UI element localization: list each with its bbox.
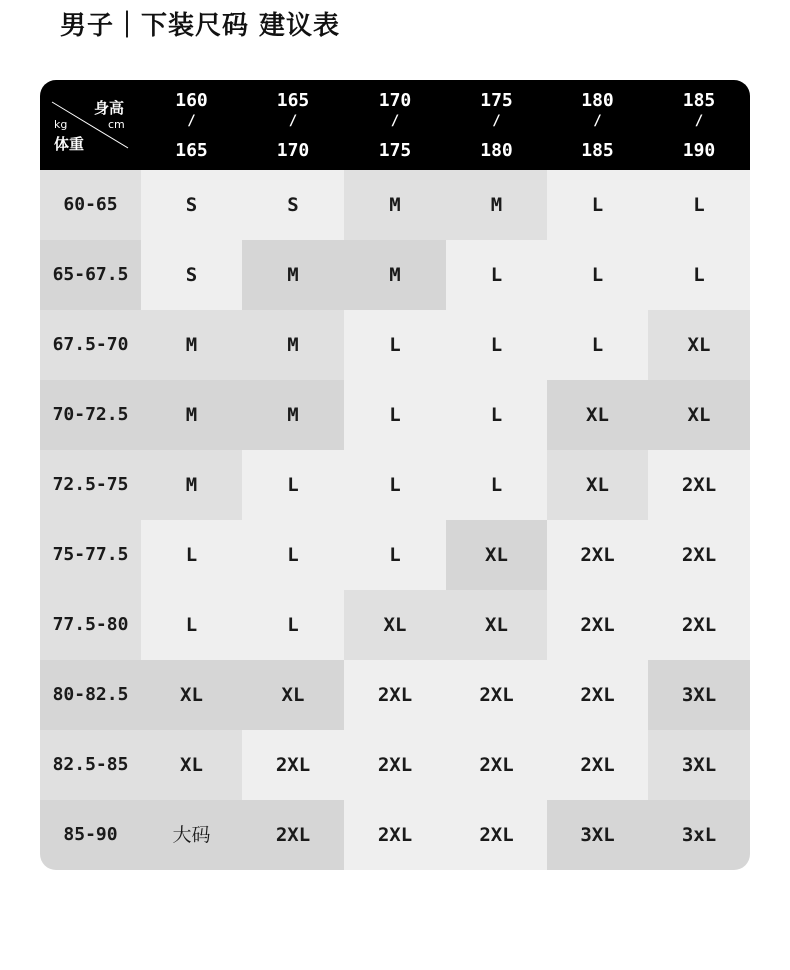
size-cell: M bbox=[141, 380, 242, 450]
size-cell: 2XL bbox=[446, 730, 547, 800]
height-separator: / bbox=[694, 113, 704, 129]
size-cell: 2XL bbox=[242, 800, 344, 870]
size-cell: 2XL bbox=[648, 520, 750, 590]
height-from: 170 bbox=[378, 90, 412, 111]
height-unit: cm bbox=[108, 118, 125, 131]
table-row bbox=[40, 660, 750, 730]
size-cell: M bbox=[446, 170, 547, 240]
weight-cell: 67.5-70 bbox=[40, 310, 141, 380]
size-cell: L bbox=[344, 380, 446, 450]
weight-cell: 72.5-75 bbox=[40, 450, 141, 520]
table-row bbox=[40, 380, 750, 450]
size-cell: 大码 bbox=[141, 800, 242, 870]
size-cell: M bbox=[141, 450, 242, 520]
size-cell: L bbox=[446, 380, 547, 450]
height-separator: / bbox=[492, 113, 501, 129]
size-cell: XL bbox=[648, 310, 750, 380]
weight-cell: 65-67.5 bbox=[40, 240, 141, 310]
height-column-header bbox=[344, 80, 446, 170]
size-cell: XL bbox=[141, 730, 242, 800]
size-cell: XL bbox=[344, 590, 446, 660]
height-to: 175 bbox=[378, 140, 412, 161]
height-from: 175 bbox=[480, 90, 513, 111]
size-cell: 3xL bbox=[648, 800, 750, 870]
height-from: 180 bbox=[581, 90, 614, 111]
table-row bbox=[40, 800, 750, 870]
size-cell: XL bbox=[446, 520, 547, 590]
height-to: 165 bbox=[175, 140, 208, 161]
weight-cell: 77.5-80 bbox=[40, 590, 141, 660]
weight-cell: 80-82.5 bbox=[40, 660, 141, 730]
weight-cell: 75-77.5 bbox=[40, 520, 141, 590]
size-cell: 2XL bbox=[547, 520, 648, 590]
size-cell: 2XL bbox=[547, 590, 648, 660]
size-cell: L bbox=[547, 170, 648, 240]
size-cell: L bbox=[242, 520, 344, 590]
size-cell: 2XL bbox=[446, 660, 547, 730]
table-row bbox=[40, 310, 750, 380]
size-cell: L bbox=[648, 240, 750, 310]
size-cell: 3XL bbox=[648, 730, 750, 800]
size-cell: 2XL bbox=[344, 660, 446, 730]
size-cell: 3XL bbox=[648, 660, 750, 730]
weight-cell: 60-65 bbox=[40, 170, 141, 240]
size-cell: XL bbox=[547, 450, 648, 520]
table-body bbox=[40, 170, 750, 870]
size-cell: L bbox=[344, 520, 446, 590]
size-cell: XL bbox=[446, 590, 547, 660]
height-separator: / bbox=[288, 113, 298, 129]
size-cell: L bbox=[648, 170, 750, 240]
height-label: 身高 bbox=[94, 99, 125, 117]
size-cell: M bbox=[242, 380, 344, 450]
size-cell: 2XL bbox=[547, 660, 648, 730]
size-cell: M bbox=[344, 170, 446, 240]
height-separator: / bbox=[390, 113, 400, 129]
size-cell: M bbox=[242, 240, 344, 310]
height-from: 160 bbox=[175, 90, 208, 111]
header-corner bbox=[40, 80, 141, 170]
weight-label: 体重 bbox=[54, 135, 85, 153]
size-cell: 3XL bbox=[547, 800, 648, 870]
size-cell: L bbox=[446, 240, 547, 310]
height-column-header bbox=[547, 80, 648, 170]
table-row bbox=[40, 590, 750, 660]
size-cell: 2XL bbox=[547, 730, 648, 800]
table-row bbox=[40, 240, 750, 310]
size-cell: M bbox=[344, 240, 446, 310]
table-row bbox=[40, 450, 750, 520]
height-from: 165 bbox=[276, 90, 310, 111]
size-cell: M bbox=[242, 310, 344, 380]
size-cell: XL bbox=[648, 380, 750, 450]
size-cell: 2XL bbox=[344, 800, 446, 870]
size-chart-table bbox=[40, 80, 750, 870]
size-cell: 2XL bbox=[648, 590, 750, 660]
size-cell: S bbox=[141, 240, 242, 310]
size-cell: 2XL bbox=[648, 450, 750, 520]
size-cell: XL bbox=[242, 660, 344, 730]
weight-cell: 70-72.5 bbox=[40, 380, 141, 450]
size-cell: L bbox=[446, 450, 547, 520]
table-header bbox=[40, 80, 750, 170]
size-cell: XL bbox=[141, 660, 242, 730]
size-cell: L bbox=[344, 450, 446, 520]
size-cell: 2XL bbox=[344, 730, 446, 800]
size-cell: L bbox=[547, 240, 648, 310]
height-to: 190 bbox=[682, 140, 716, 161]
height-column-header bbox=[141, 80, 242, 170]
size-cell: L bbox=[446, 310, 547, 380]
height-to: 180 bbox=[480, 140, 513, 161]
size-cell: L bbox=[344, 310, 446, 380]
table-row bbox=[40, 520, 750, 590]
height-to: 170 bbox=[276, 140, 310, 161]
weight-cell: 85-90 bbox=[40, 800, 141, 870]
table-row bbox=[40, 730, 750, 800]
size-cell: L bbox=[547, 310, 648, 380]
height-column-header bbox=[446, 80, 547, 170]
weight-cell: 82.5-85 bbox=[40, 730, 141, 800]
height-column-header bbox=[648, 80, 750, 170]
size-cell: S bbox=[141, 170, 242, 240]
size-cell: 2XL bbox=[446, 800, 547, 870]
size-cell: L bbox=[141, 590, 242, 660]
size-cell: S bbox=[242, 170, 344, 240]
size-cell: 2XL bbox=[242, 730, 344, 800]
size-cell: L bbox=[141, 520, 242, 590]
table-row bbox=[40, 170, 750, 240]
height-to: 185 bbox=[581, 140, 614, 161]
height-separator: / bbox=[187, 113, 196, 129]
height-separator: / bbox=[593, 113, 602, 129]
size-cell: M bbox=[141, 310, 242, 380]
size-cell: L bbox=[242, 450, 344, 520]
size-cell: XL bbox=[547, 380, 648, 450]
page-title: 男子｜下装尺码 建议表 bbox=[60, 11, 341, 41]
weight-unit: kg bbox=[54, 118, 68, 131]
size-cell: L bbox=[242, 590, 344, 660]
height-from: 185 bbox=[682, 90, 716, 111]
height-column-header bbox=[242, 80, 344, 170]
